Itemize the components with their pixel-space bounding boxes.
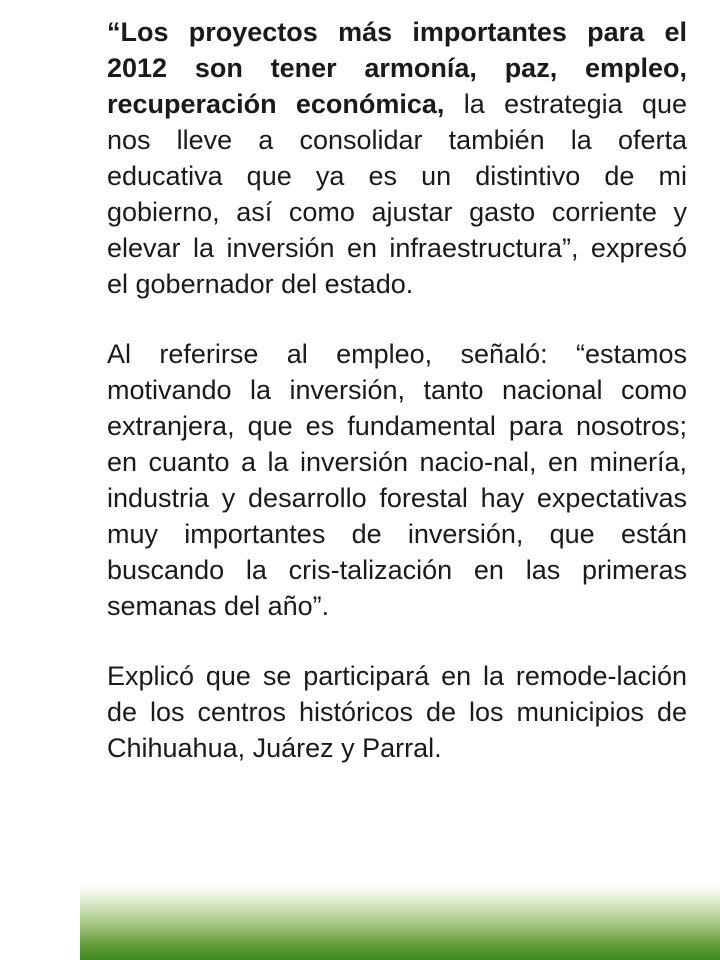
green-gradient-band bbox=[80, 884, 720, 960]
quote-rest: la estrategia que nos lleve a consolidar también la oferta educativa que ya es un distintivo de mi gobierno, así como ajustar gasto corriente y elevar la inversión en infraestructura”, expresó el gobernador del estado. bbox=[107, 89, 688, 299]
paragraph-employment: Al referirse al empleo, señaló: “estamos motivando la inversión, tanto nacional como extranjera, que es fundamental para nosotros; en cuanto a la inversión nacio-nal, en minería, industria y desarrollo forestal hay expectativas muy importantes de inversión, que están buscando la cris-talización en las primeras semanas del año”. bbox=[107, 339, 687, 621]
paragraph-quote bbox=[107, 14, 687, 302]
paragraph-historic-centers: Explicó que se participará en la remode-lación de los centros históricos de los municipios de Chihuahua, Juárez y Parral. bbox=[107, 661, 687, 763]
article-body bbox=[107, 14, 687, 800]
quote-lead-bold: “Los proyectos más importantes para el 2012 son tener armonía, paz, empleo, recuperación económica, bbox=[107, 17, 687, 119]
